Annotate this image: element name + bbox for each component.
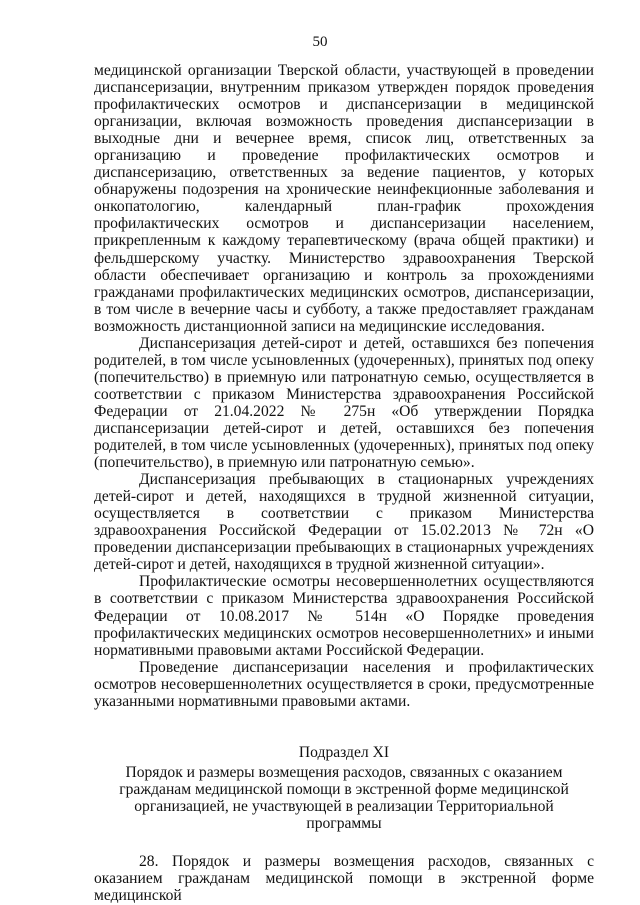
- paragraph-institution-children-dispensary: Диспансеризация пребывающих в стационарных учреждениях детей-сирот и детей, находящихся в трудной жизненной ситуации, осуществляется в соответствии с приказом Министерства здравоохранения Российской Федерации от 15.02.2013 № 72н «О проведении диспансеризации пребывающих в стационарных учреждениях детей-сирот и детей, находящихся в трудной жизненной ситуации».: [94, 471, 594, 574]
- subsection-title: Порядок и размеры возмещения расходов, связанных с оказанием гражданам медицинской помощи в экстренной форме медицинской организацией, не участвующей в реализации Территориальной программы: [119, 763, 569, 832]
- paragraph-exam-timing: Проведение диспансеризации населения и профилактических осмотров несовершеннолетних осуществляется в сроки, предусмотренные указанными нормативными правовыми актами.: [94, 658, 594, 710]
- document-body: [94, 62, 594, 904]
- paragraph-item-28: 28. Порядок и размеры возмещения расходов, связанных с оказанием гражданам медицинской помощи в экстренной форме медицинской: [94, 853, 594, 905]
- paragraph-orphan-children-dispensary: Диспансеризация детей-сирот и детей, оставшихся без попечения родителей, в том числе усыновленных (удочеренных), принятых под опеку (попечительство) в приемную или патронатную семью, осуществляется в соответствии с приказом Министерства здравоохранения Российской Федерации от 21.04.2022 № 275н «Об утверждении Порядка диспансеризации детей-сирот и детей, оставшихся без попечения родителей, в том числе усыновленных (удочеренных), принятых под опеку (попечительство), в приемную или патронатную семью».: [94, 334, 594, 472]
- subsection-heading: Подраздел XI: [298, 743, 390, 761]
- page-number: 50: [312, 34, 328, 50]
- paragraph-minor-preventive-exams: Профилактические осмотры несовершеннолетних осуществляются в соответствии с приказом Министерства здравоохранения Российской Федерации от 10.08.2017 № 514н «О Порядке проведения профилактических медицинских осмотров несовершеннолетних» и иными нормативными правовыми актами Российской Федерации.: [94, 573, 594, 659]
- paragraph-continuation: медицинской организации Тверской области, участвующей в проведении диспансеризации, внутренним приказом утвержден порядок проведения профилактических осмотров и диспансеризации в медицинской организации, включая возможность проведения диспансеризации в выходные дни и вечернее время, список лиц, ответственных за организацию и проведение профилактических осмотров и диспансеризацию, ответственных за ведение пациентов, у которых обнаружены подозрения на хронические неинфекционные заболевания и онкопатологию, календарный план-график прохождения профилактических осмотров и диспансеризации населением, прикрепленным к каждому терапевтическому (врача общей практики) и фельдшерскому участку. Министерство здравоохранения Тверской области обеспечивает организацию и контроль за прохождениями гражданами профилактических медицинских осмотров, диспансеризации, в том числе в вечерние часы и субботу, а также предоставляет гражданам возможность дистанционной записи на медицинские исследования.: [94, 62, 594, 335]
